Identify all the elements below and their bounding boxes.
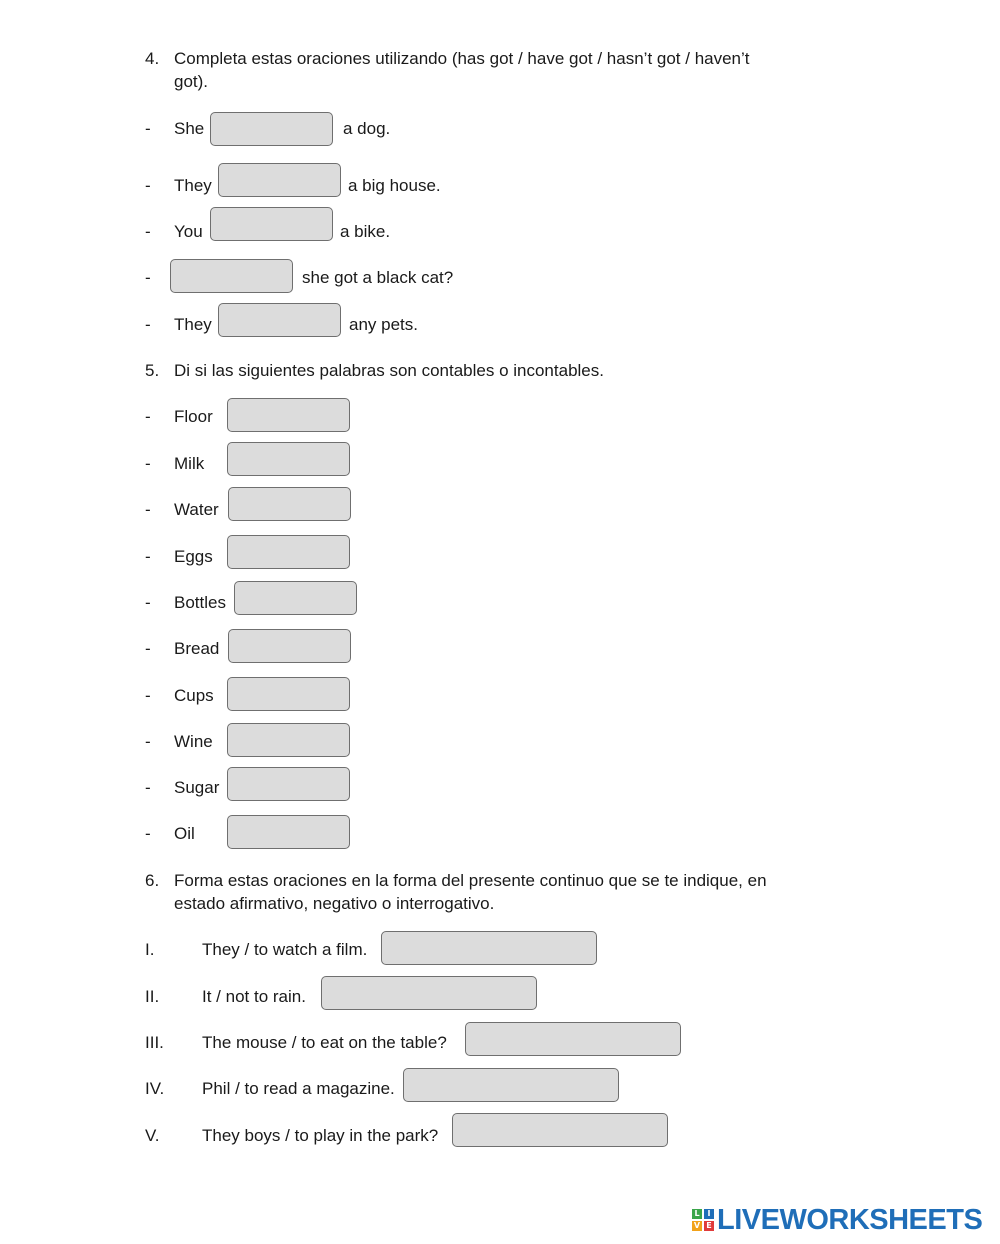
q6-numeral-2: II. xyxy=(145,987,160,1006)
q5-word-water: Water xyxy=(174,500,219,519)
q5-answer-bottles-field[interactable] xyxy=(234,581,357,615)
q5-answer-cups-field[interactable] xyxy=(227,677,350,711)
q4-answer-4-input[interactable] xyxy=(171,260,292,292)
q6-answer-4-input[interactable] xyxy=(404,1069,618,1101)
q6-numeral-1: I. xyxy=(145,940,155,959)
q6-answer-2-input[interactable] xyxy=(322,977,536,1009)
liveworksheets-logo-icon xyxy=(692,1209,714,1231)
list-dash: - xyxy=(145,119,151,138)
list-dash: - xyxy=(145,176,151,195)
q5-number: 5. xyxy=(145,361,160,380)
q4-item-1-before: She xyxy=(174,119,205,138)
list-dash: - xyxy=(145,593,151,612)
q5-answer-milk-input[interactable] xyxy=(228,443,349,475)
q5-answer-bottles-input[interactable] xyxy=(235,582,356,614)
logo-letter-i: I xyxy=(704,1209,714,1219)
q5-word-wine: Wine xyxy=(174,732,213,751)
q4-answer-2-field[interactable] xyxy=(218,163,341,197)
q6-answer-1-input[interactable] xyxy=(382,932,596,964)
q6-answer-5-input[interactable] xyxy=(453,1114,667,1146)
q6-item-1-text: They / to watch a film. xyxy=(202,940,368,959)
q4-title-line2: got). xyxy=(174,72,209,91)
q6-item-4-text: Phil / to read a magazine. xyxy=(202,1079,395,1098)
q5-answer-cups-input[interactable] xyxy=(228,678,349,710)
q5-answer-oil-field[interactable] xyxy=(227,815,350,849)
q5-answer-water-input[interactable] xyxy=(229,488,350,520)
q4-item-5-after: any pets. xyxy=(349,315,418,334)
q6-answer-1-field[interactable] xyxy=(381,931,597,965)
q4-answer-5-input[interactable] xyxy=(219,304,340,336)
logo-letter-v: V xyxy=(693,1221,701,1230)
q6-item-3-text: The mouse / to eat on the table? xyxy=(202,1033,447,1052)
list-dash: - xyxy=(145,547,151,566)
list-dash: - xyxy=(145,639,151,658)
list-dash: - xyxy=(145,778,151,797)
q5-word-eggs: Eggs xyxy=(174,547,213,566)
q6-number: 6. xyxy=(145,871,160,890)
q4-answer-4-field[interactable] xyxy=(170,259,293,293)
q4-item-4-after: she got a black cat? xyxy=(302,268,454,287)
q5-answer-eggs-field[interactable] xyxy=(227,535,350,569)
q6-item-5-text: They boys / to play in the park? xyxy=(202,1126,439,1145)
q4-answer-1-field[interactable] xyxy=(210,112,333,146)
list-dash: - xyxy=(145,732,151,751)
list-dash: - xyxy=(145,824,151,843)
q5-answer-water-field[interactable] xyxy=(228,487,351,521)
q5-answer-sugar-field[interactable] xyxy=(227,767,350,801)
q4-item-3-before: You xyxy=(174,222,203,241)
q6-answer-3-field[interactable] xyxy=(465,1022,681,1056)
q4-answer-2-input[interactable] xyxy=(219,164,340,196)
q6-answer-4-field[interactable] xyxy=(403,1068,619,1102)
logo-letter-e: E xyxy=(704,1221,714,1231)
q5-answer-eggs-input[interactable] xyxy=(228,536,349,568)
q5-answer-milk-field[interactable] xyxy=(227,442,350,476)
list-dash: - xyxy=(145,268,151,287)
list-dash: - xyxy=(145,500,151,519)
q6-numeral-5: V. xyxy=(145,1126,160,1145)
list-dash: - xyxy=(145,222,151,241)
liveworksheets-logo xyxy=(692,1203,982,1237)
q4-item-2-after: a big house. xyxy=(348,176,441,195)
q6-title-line1: Forma estas oraciones en la forma del presente continuo que se te indique, en xyxy=(174,871,767,890)
q6-numeral-4: IV. xyxy=(145,1079,165,1098)
q5-title: Di si las siguientes palabras son contables o incontables. xyxy=(174,361,604,380)
q5-answer-floor-input[interactable] xyxy=(228,399,349,431)
q4-item-3-after: a bike. xyxy=(340,222,391,241)
q4-item-2-before: They xyxy=(174,176,212,195)
q5-word-sugar: Sugar xyxy=(174,778,220,797)
q5-answer-bread-field[interactable] xyxy=(228,629,351,663)
q5-answer-floor-field[interactable] xyxy=(227,398,350,432)
q4-title-line1: Completa estas oraciones utilizando (has got / have got / hasn’t got / haven’t xyxy=(174,49,750,68)
q6-title-line2: estado afirmativo, negativo o interrogativo. xyxy=(174,894,495,913)
liveworksheets-logo-text: LIVEWORKSHEETS xyxy=(717,1203,983,1236)
list-dash: - xyxy=(145,686,151,705)
q4-answer-3-input[interactable] xyxy=(211,208,332,240)
q5-answer-oil-input[interactable] xyxy=(228,816,349,848)
q4-answer-3-field[interactable] xyxy=(210,207,333,241)
logo-letter-l: L xyxy=(692,1209,702,1219)
q5-word-milk: Milk xyxy=(174,454,205,473)
q5-word-bread: Bread xyxy=(174,639,220,658)
q5-answer-bread-input[interactable] xyxy=(229,630,350,662)
q5-word-oil: Oil xyxy=(174,824,195,843)
q5-answer-wine-field[interactable] xyxy=(227,723,350,757)
q6-answer-5-field[interactable] xyxy=(452,1113,668,1147)
list-dash: - xyxy=(145,315,151,334)
q6-item-2-text: It / not to rain. xyxy=(202,987,306,1006)
q4-item-1-after: a dog. xyxy=(343,119,391,138)
q6-answer-2-field[interactable] xyxy=(321,976,537,1010)
q4-number: 4. xyxy=(145,49,160,68)
q5-answer-wine-input[interactable] xyxy=(228,724,349,756)
list-dash: - xyxy=(145,454,151,473)
q5-answer-sugar-input[interactable] xyxy=(228,768,349,800)
q4-item-5-before: They xyxy=(174,315,212,334)
q5-word-bottles: Bottles xyxy=(174,593,226,612)
list-dash: - xyxy=(145,407,151,426)
q6-answer-3-input[interactable] xyxy=(466,1023,680,1055)
q4-answer-1-input[interactable] xyxy=(211,113,332,145)
q4-answer-5-field[interactable] xyxy=(218,303,341,337)
q6-numeral-3: III. xyxy=(145,1033,164,1052)
q5-word-floor: Floor xyxy=(174,407,213,426)
q5-word-cups: Cups xyxy=(174,686,214,705)
